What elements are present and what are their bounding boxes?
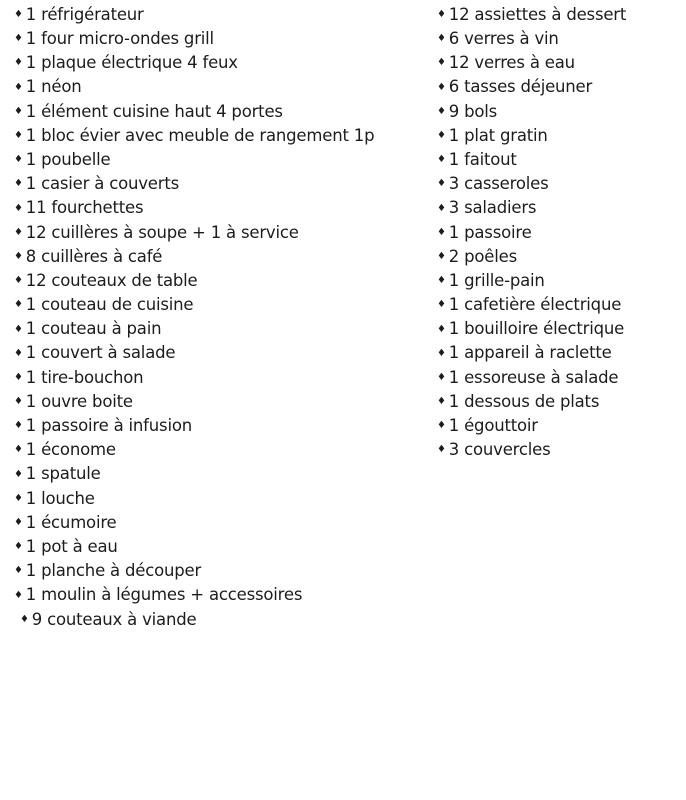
list-item	[14, 438, 374, 462]
inventory-column-right	[437, 3, 626, 463]
list-item-text: 1 grille-pain	[448, 270, 545, 290]
diamond-bullet-icon: ♦	[437, 81, 446, 93]
list-item	[437, 27, 626, 51]
diamond-bullet-icon: ♦	[14, 541, 23, 553]
diamond-bullet-icon: ♦	[14, 468, 23, 480]
list-item-text: 1 spatule	[25, 464, 101, 484]
list-item	[437, 414, 626, 438]
list-item	[437, 317, 626, 341]
list-item-text: 8 cuillères à café	[25, 246, 163, 266]
list-item-text: 12 cuillères à soupe + 1 à service	[25, 222, 299, 242]
list-item	[14, 584, 374, 608]
list-item-text: 1 faitout	[448, 149, 517, 169]
list-item	[14, 3, 374, 27]
list-item-text: 1 écumoire	[25, 512, 117, 532]
list-item	[14, 487, 374, 511]
diamond-bullet-icon: ♦	[437, 275, 446, 287]
diamond-bullet-icon: ♦	[437, 105, 446, 117]
diamond-bullet-icon: ♦	[437, 396, 446, 408]
list-item-text: 3 saladiers	[448, 198, 537, 218]
list-item-text: 1 couteau de cuisine	[25, 295, 194, 315]
diamond-bullet-icon: ♦	[14, 444, 23, 456]
list-item-text: 1 cafetière électrique	[448, 295, 622, 315]
list-item-text: 1 passoire à infusion	[25, 416, 192, 436]
diamond-bullet-icon: ♦	[14, 299, 23, 311]
list-item-text: 12 verres à eau	[448, 53, 575, 73]
list-item-text: 1 économe	[25, 440, 116, 460]
diamond-bullet-icon: ♦	[14, 154, 23, 166]
list-item-text: 1 couteau à pain	[25, 319, 162, 339]
list-item-text: 1 égouttoir	[448, 416, 538, 436]
diamond-bullet-icon: ♦	[14, 105, 23, 117]
list-item	[14, 414, 374, 438]
list-item-text: 1 bouilloire électrique	[448, 319, 625, 339]
diamond-bullet-icon: ♦	[14, 250, 23, 262]
list-item	[14, 366, 374, 390]
diamond-bullet-icon: ♦	[437, 33, 446, 45]
list-item-text: 1 four micro-ondes grill	[25, 29, 214, 49]
diamond-bullet-icon: ♦	[437, 299, 446, 311]
list-item-text: 9 bols	[448, 101, 498, 121]
list-item-text: 1 dessous de plats	[448, 391, 600, 411]
diamond-bullet-icon: ♦	[14, 9, 23, 21]
diamond-bullet-icon: ♦	[437, 178, 446, 190]
list-item	[437, 172, 626, 196]
list-item	[14, 51, 374, 75]
diamond-bullet-icon: ♦	[437, 9, 446, 21]
diamond-bullet-icon: ♦	[437, 323, 446, 335]
diamond-bullet-icon: ♦	[14, 565, 23, 577]
diamond-bullet-icon: ♦	[437, 154, 446, 166]
diamond-bullet-icon: ♦	[20, 613, 29, 625]
list-item-text: 1 appareil à raclette	[448, 343, 612, 363]
diamond-bullet-icon: ♦	[437, 250, 446, 262]
list-item	[14, 197, 374, 221]
list-item	[437, 293, 626, 317]
diamond-bullet-icon: ♦	[14, 589, 23, 601]
list-item	[14, 463, 374, 487]
list-item-text: 1 tire-bouchon	[25, 367, 144, 387]
list-item	[437, 148, 626, 172]
list-item-text: 6 verres à vin	[448, 29, 559, 49]
diamond-bullet-icon: ♦	[14, 275, 23, 287]
list-item-text: 1 pot à eau	[25, 536, 118, 556]
list-item	[437, 390, 626, 414]
list-item	[14, 172, 374, 196]
list-item	[14, 76, 374, 100]
list-item	[14, 293, 374, 317]
list-item	[14, 245, 374, 269]
list-item	[14, 342, 374, 366]
list-item-text: 1 moulin à légumes + accessoires	[25, 585, 303, 605]
diamond-bullet-icon: ♦	[14, 420, 23, 432]
list-item	[437, 366, 626, 390]
list-item-text: 1 réfrigérateur	[25, 4, 144, 24]
diamond-bullet-icon: ♦	[14, 57, 23, 69]
list-item-text: 1 néon	[25, 77, 82, 97]
inventory-column-left	[14, 3, 374, 632]
list-item-text: 2 poêles	[448, 246, 517, 266]
list-item-text: 1 essoreuse à salade	[448, 367, 619, 387]
list-item	[14, 317, 374, 341]
diamond-bullet-icon: ♦	[14, 347, 23, 359]
diamond-bullet-icon: ♦	[14, 492, 23, 504]
list-item	[437, 3, 626, 27]
list-item	[437, 76, 626, 100]
list-item-text: 1 élément cuisine haut 4 portes	[25, 101, 283, 121]
diamond-bullet-icon: ♦	[14, 202, 23, 214]
list-item	[437, 124, 626, 148]
diamond-bullet-icon: ♦	[14, 396, 23, 408]
list-item	[14, 221, 374, 245]
diamond-bullet-icon: ♦	[437, 420, 446, 432]
list-item-text: 12 couteaux de table	[25, 270, 198, 290]
list-item-text: 1 poubelle	[25, 149, 111, 169]
list-item-text: 1 louche	[25, 488, 95, 508]
list-item-text: 11 fourchettes	[25, 198, 144, 218]
diamond-bullet-icon: ♦	[14, 517, 23, 529]
diamond-bullet-icon: ♦	[14, 323, 23, 335]
list-item-text: 1 casier à couverts	[25, 174, 179, 194]
diamond-bullet-icon: ♦	[437, 371, 446, 383]
list-item	[437, 100, 626, 124]
list-item-text: 1 passoire	[448, 222, 532, 242]
diamond-bullet-icon: ♦	[14, 178, 23, 190]
list-item-text: 9 couteaux à viande	[31, 609, 197, 629]
diamond-bullet-icon: ♦	[437, 202, 446, 214]
list-item	[14, 148, 374, 172]
diamond-bullet-icon: ♦	[14, 81, 23, 93]
list-item	[437, 221, 626, 245]
list-item	[14, 535, 374, 559]
list-item	[14, 124, 374, 148]
list-item	[437, 51, 626, 75]
list-item	[437, 438, 626, 462]
list-item-text: 6 tasses déjeuner	[448, 77, 593, 97]
list-item-text: 1 plat gratin	[448, 125, 548, 145]
diamond-bullet-icon: ♦	[14, 226, 23, 238]
diamond-bullet-icon: ♦	[14, 371, 23, 383]
list-item-text: 12 assiettes à dessert	[448, 4, 627, 24]
list-item-text: 1 couvert à salade	[25, 343, 176, 363]
list-item-text: 1 ouvre boite	[25, 391, 133, 411]
diamond-bullet-icon: ♦	[437, 444, 446, 456]
list-item	[437, 197, 626, 221]
list-item-text: 1 planche à découper	[25, 561, 202, 581]
diamond-bullet-icon: ♦	[437, 57, 446, 69]
list-item	[437, 342, 626, 366]
list-item-text: 1 bloc évier avec meuble de rangement 1p	[25, 125, 375, 145]
list-item	[14, 559, 374, 583]
list-item-text: 3 casseroles	[448, 174, 549, 194]
list-item	[437, 269, 626, 293]
list-item	[14, 269, 374, 293]
list-item	[14, 608, 374, 632]
list-item	[14, 100, 374, 124]
diamond-bullet-icon: ♦	[437, 130, 446, 142]
diamond-bullet-icon: ♦	[14, 33, 23, 45]
list-item	[437, 245, 626, 269]
diamond-bullet-icon: ♦	[14, 130, 23, 142]
diamond-bullet-icon: ♦	[437, 347, 446, 359]
diamond-bullet-icon: ♦	[437, 226, 446, 238]
list-item	[14, 27, 374, 51]
list-item-text: 3 couvercles	[448, 440, 551, 460]
list-item	[14, 511, 374, 535]
list-item-text: 1 plaque électrique 4 feux	[25, 53, 238, 73]
list-item	[14, 390, 374, 414]
